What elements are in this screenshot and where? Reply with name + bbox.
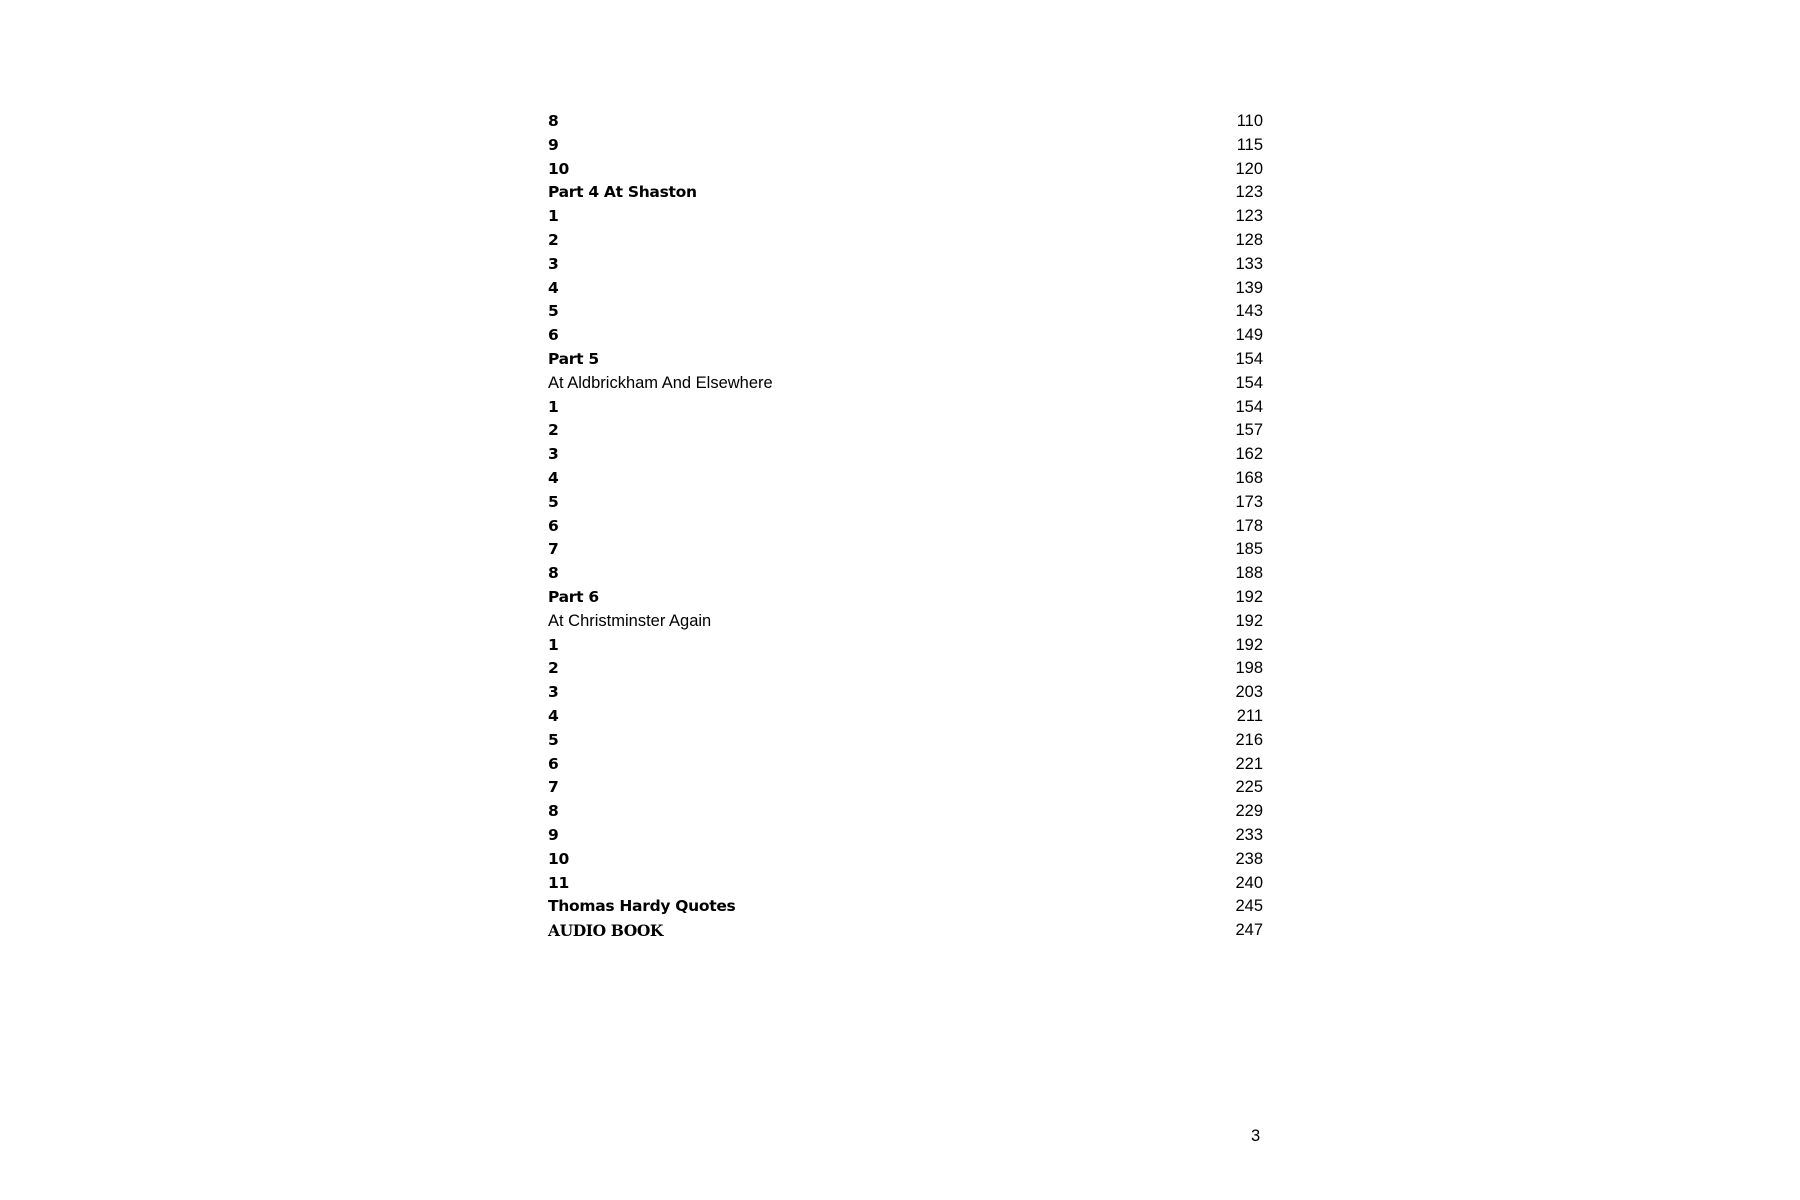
toc-entry[interactable] xyxy=(548,205,1263,229)
toc-entry-page: 192 xyxy=(1235,587,1263,606)
toc-entry[interactable] xyxy=(548,872,1263,896)
toc-entry[interactable] xyxy=(548,515,1263,539)
toc-entry-page: 154 xyxy=(1235,397,1263,416)
toc-entry-page: 233 xyxy=(1235,825,1263,844)
toc-entry-page: 143 xyxy=(1235,302,1263,321)
toc-entry[interactable] xyxy=(548,348,1263,372)
toc-entry-page: 120 xyxy=(1235,159,1263,178)
toc-entry[interactable] xyxy=(548,538,1263,562)
toc-entry-title: 5 xyxy=(548,492,559,511)
toc-entry-page: 149 xyxy=(1235,326,1263,345)
toc-entry-title: 11 xyxy=(548,873,569,892)
toc-entry-title: 3 xyxy=(548,683,559,702)
toc-entry[interactable] xyxy=(548,729,1263,753)
toc-entry[interactable] xyxy=(548,610,1263,634)
toc-entry[interactable] xyxy=(548,300,1263,324)
toc-entry-title: 4 xyxy=(548,706,559,725)
toc-entry-title: 10 xyxy=(548,849,569,868)
toc-entry[interactable] xyxy=(548,895,1263,919)
toc-entry-page: 203 xyxy=(1235,683,1263,702)
toc-entry-page: 178 xyxy=(1235,516,1263,535)
toc-entry-title: 9 xyxy=(548,825,559,844)
toc-entry[interactable] xyxy=(548,800,1263,824)
toc-entry-page: 157 xyxy=(1235,421,1263,440)
toc-entry-title: 2 xyxy=(548,421,559,440)
toc-entry-title: 9 xyxy=(548,135,559,154)
toc-entry[interactable] xyxy=(548,634,1263,658)
toc-entry[interactable] xyxy=(548,277,1263,301)
toc-entry-page: 192 xyxy=(1235,635,1263,654)
toc-entry[interactable] xyxy=(548,848,1263,872)
toc-entry[interactable] xyxy=(548,134,1263,158)
toc-entry-title: 6 xyxy=(548,326,559,345)
toc-entry[interactable] xyxy=(548,181,1263,205)
toc-entry-page: 154 xyxy=(1235,373,1263,392)
toc-entry-title: 1 xyxy=(548,397,559,416)
toc-entry-page: 192 xyxy=(1235,611,1263,630)
toc-entry[interactable] xyxy=(548,705,1263,729)
toc-entry-page: 128 xyxy=(1235,230,1263,249)
toc-entry-page: 110 xyxy=(1236,112,1263,130)
toc-entry-title: 10 xyxy=(548,159,569,178)
toc-entry[interactable] xyxy=(548,562,1263,586)
toc-entry[interactable] xyxy=(548,324,1263,348)
toc-entry[interactable] xyxy=(548,110,1263,134)
toc-entry[interactable] xyxy=(548,776,1263,800)
toc-entry[interactable] xyxy=(548,586,1263,610)
toc-entry-page: 123 xyxy=(1235,207,1263,226)
toc-entry-title: 2 xyxy=(548,230,559,249)
page-number: 3 xyxy=(1251,1127,1261,1145)
toc-entry-page: 133 xyxy=(1235,254,1263,273)
toc-entry[interactable] xyxy=(548,491,1263,515)
toc-entry-page: 162 xyxy=(1235,445,1263,464)
table-of-contents xyxy=(548,110,1263,943)
toc-entry[interactable] xyxy=(548,753,1263,777)
toc-entry-page: 185 xyxy=(1235,540,1263,559)
toc-entry-title: Part 4 At Shaston xyxy=(548,183,697,202)
toc-entry-title: 1 xyxy=(548,635,559,654)
toc-entry-page: 154 xyxy=(1235,349,1263,368)
toc-entry-page: 229 xyxy=(1235,802,1263,821)
toc-entry-title: 8 xyxy=(548,112,559,130)
toc-entry-page: 245 xyxy=(1235,897,1263,916)
toc-entry-title: AUDIO BOOK xyxy=(548,921,663,941)
toc-entry-title: 7 xyxy=(548,778,559,797)
toc-entry-page: 225 xyxy=(1235,778,1263,797)
toc-entry[interactable] xyxy=(548,419,1263,443)
toc-entry[interactable] xyxy=(548,372,1263,396)
toc-entry-title: 2 xyxy=(548,659,559,678)
toc-entry-title: 3 xyxy=(548,445,559,464)
toc-entry-title: At Christminster Again xyxy=(548,611,712,630)
toc-entry-page: 123 xyxy=(1235,183,1263,202)
toc-entry-title: 1 xyxy=(548,207,559,226)
toc-entry-page: 216 xyxy=(1235,730,1263,749)
toc-entry[interactable] xyxy=(548,657,1263,681)
toc-entry[interactable] xyxy=(548,158,1263,182)
toc-entry[interactable] xyxy=(548,253,1263,277)
toc-entry-page: 168 xyxy=(1235,468,1263,487)
toc-entry-title: 8 xyxy=(548,802,559,821)
toc-entry-title: 3 xyxy=(548,254,559,273)
toc-entry-title: Part 6 xyxy=(548,587,599,606)
toc-entry-page: 139 xyxy=(1235,278,1263,297)
toc-entry[interactable] xyxy=(548,443,1263,467)
toc-entry[interactable] xyxy=(548,824,1263,848)
toc-entry-title: Part 5 xyxy=(548,349,599,368)
toc-entry-title: 6 xyxy=(548,516,559,535)
toc-entry-page: 240 xyxy=(1235,873,1263,892)
toc-entry[interactable] xyxy=(548,919,1263,943)
toc-entry[interactable] xyxy=(548,467,1263,491)
toc-entry-page: 211 xyxy=(1236,706,1263,725)
toc-entry-page: 188 xyxy=(1235,564,1263,583)
toc-entry-page: 238 xyxy=(1235,849,1263,868)
toc-entry-title: 5 xyxy=(548,302,559,321)
toc-entry-title: 5 xyxy=(548,730,559,749)
toc-entry-title: 4 xyxy=(548,278,559,297)
toc-entry[interactable] xyxy=(548,396,1263,420)
toc-entry-title: At Aldbrickham And Elsewhere xyxy=(548,373,773,392)
toc-entry-page: 247 xyxy=(1235,921,1263,940)
toc-entry-page: 173 xyxy=(1235,492,1263,511)
toc-entry-title: 7 xyxy=(548,540,559,559)
toc-entry-title: Thomas Hardy Quotes xyxy=(548,897,736,916)
toc-entry-page: 198 xyxy=(1235,659,1263,678)
toc-entry-page: 221 xyxy=(1235,754,1263,773)
toc-entry-title: 4 xyxy=(548,468,559,487)
toc-entry[interactable] xyxy=(548,229,1263,253)
toc-entry-title: 8 xyxy=(548,564,559,583)
toc-entry-page: 115 xyxy=(1236,135,1263,154)
toc-entry-title: 6 xyxy=(548,754,559,773)
toc-entry[interactable] xyxy=(548,681,1263,705)
